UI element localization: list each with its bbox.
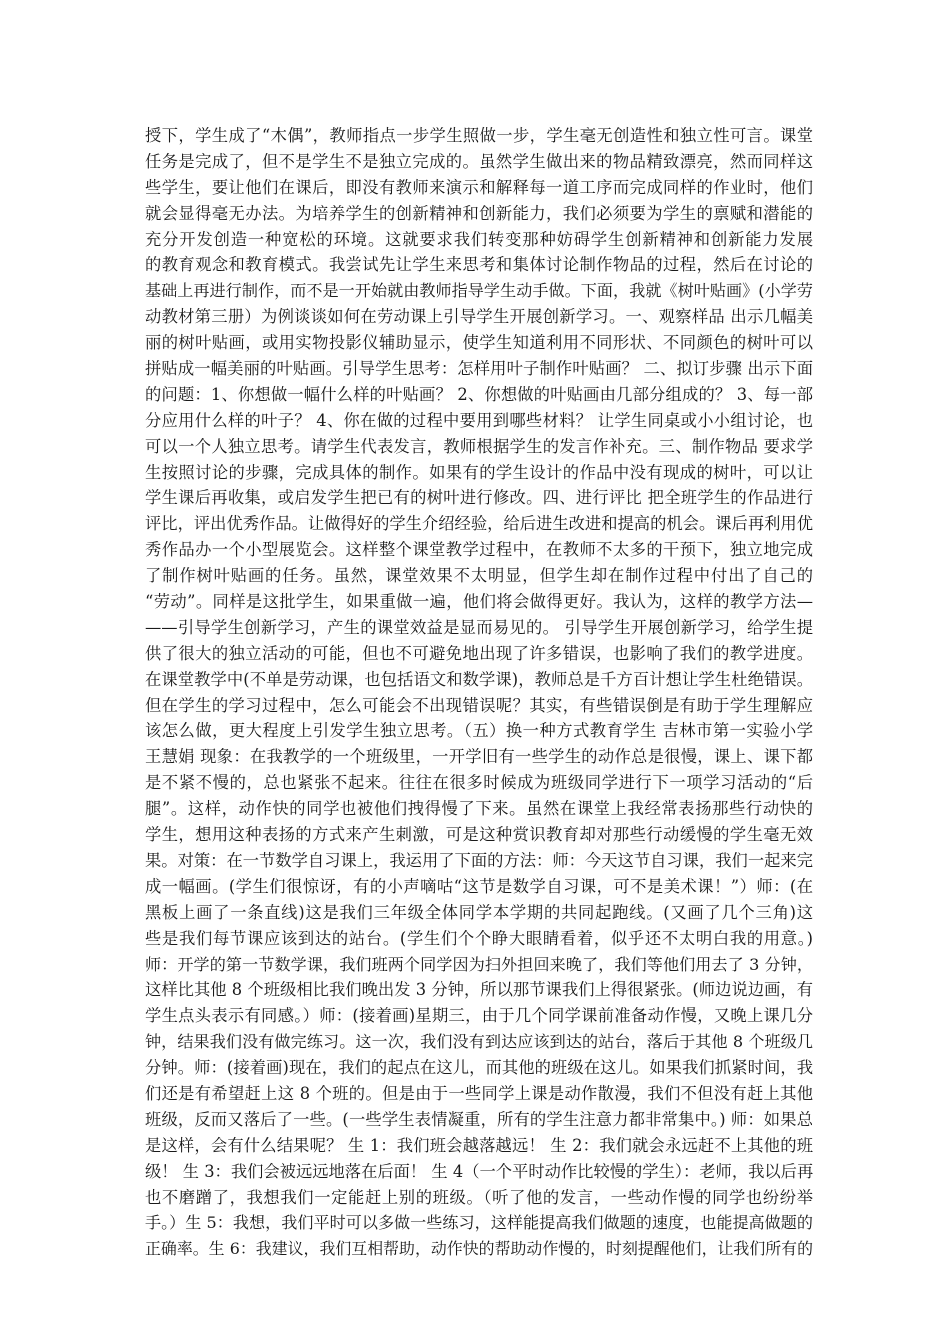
text-line: 腿”。这样，动作快的同学也被他们拽得慢了下来。虽然在课堂上我经常表扬那些行动快的 xyxy=(145,799,813,819)
text-line: 授下，学生成了“木偶”，教师指点一步学生照做一步，学生毫无创造性和独立性可言。课堂 xyxy=(145,126,813,145)
text-line: 的问题：1、你想做一幅什么样的叶贴画？ 2、你想做的叶贴画由几部分组成的？ 3、每一部 xyxy=(145,384,813,404)
text-line: 些是我们每节课应该到达的站台。(学生们个个睁大眼睛看着，似乎还不太明白我的用意。) xyxy=(145,928,813,948)
text-line: 成一幅画。(学生们很惊讶，有的小声嘀咕“这节是数学自习课，可不是美术课！”）师：(在 xyxy=(145,876,813,896)
body-text xyxy=(145,123,813,1262)
text-line: 也不磨蹭了，我想我们一定能赶上别的班级。（听了他的发言，一些动作慢的同学也纷纷举 xyxy=(145,1187,813,1207)
text-line: 分应用什么样的叶子？ 4、你在做的过程中要用到哪些材料？ 让学生同桌或小小组讨论，也 xyxy=(145,410,813,430)
text-line: 任务是完成了，但不是学生不是独立完成的。虽然学生做出来的物品精致漂亮，然而同样这 xyxy=(145,151,813,171)
text-line: 在课堂教学中(不单是劳动课，也包括语文和数学课)，教师总是千方百计想让学生杜绝错误。 xyxy=(145,669,813,689)
text-line: 基础上再进行制作，而不是一开始就由教师指导学生动手做。下面，我就《树叶贴画》(小学劳 xyxy=(145,281,813,301)
text-line: 动教材第三册）为例谈谈如何在劳动课上引导学生开展创新学习。一、观察样品 出示几幅美 xyxy=(145,307,813,327)
text-line: 秀作品办一个小型展览会。这样整个课堂教学过程中，在教师不太多的干预下，独立地完成 xyxy=(145,540,813,560)
text-line: 评比，评出优秀作品。让做得好的学生介绍经验，给后进生改进和提高的机会。课后再利用优 xyxy=(145,514,813,534)
text-line: 班级，反而又落后了一些。(一些学生表情凝重，所有的学生注意力都非常集中。) 师：如果总 xyxy=(145,1109,813,1129)
text-line: 学生，想用这种表扬的方式来产生刺激，可是这种赏识教育却对那些行动缓慢的学生毫无效 xyxy=(145,825,813,845)
text-line: 了制作树叶贴画的任务。虽然，课堂效果不太明显，但学生却在制作过程中付出了自己的 xyxy=(145,566,813,586)
text-line: ——引导学生创新学习，产生的课堂效益是显而易见的。 引导学生开展创新学习，给学生提 xyxy=(145,617,813,637)
text-line: 钟，结果我们没有做完练习。这一次，我们没有到达应该到达的站台，落后于其他 8 个班级几 xyxy=(145,1032,813,1052)
text-line: 供了很大的独立活动的可能，但也不可避免地出现了许多错误，也影响了我们的教学进度。 xyxy=(145,643,813,663)
text-line: 正确率。生 6：我建议，我们互相帮助，动作快的帮助动作慢的，时刻提醒他们，让我们所有的 xyxy=(145,1239,813,1259)
text-line: 手。）生 5：我想，我们平时可以多做一些练习，这样能提高我们做题的速度，也能提高做题的 xyxy=(145,1213,813,1233)
text-line: 这样比其他 8 个班级相比我们晚出发 3 分钟，所以那节课我们上得很紧张。(师边说边画，有 xyxy=(145,980,813,1000)
text-line: 学生课后再收集，或启发学生把已有的树叶进行修改。四、进行评比 把全班学生的作品进行 xyxy=(145,488,813,508)
text-line: 的教育观念和教育模式。我尝试先让学生来思考和集体讨论制作物品的过程，然后在讨论的 xyxy=(145,255,813,275)
text-line: 就会显得毫无办法。为培养学生的创新精神和创新能力，我们必须要为学生的禀赋和潜能的 xyxy=(145,203,813,223)
text-line: 们还是有希望赶上这 8 个班的。但是由于一些同学上课是动作散漫，我们不但没有赶上其他 xyxy=(145,1083,813,1103)
text-line: 级！ 生 3：我们会被远远地落在后面！ 生 4（一个平时动作比较慢的学生）：老师，我以后再 xyxy=(145,1161,813,1181)
text-line: 王慧娟 现象：在我教学的一个班级里，一开学旧有一些学生的动作总是很慢，课上、课下都 xyxy=(145,747,813,767)
text-line: 是这样，会有什么结果呢？ 生 1：我们班会越落越远！ 生 2：我们就会永远赶不上其他的班 xyxy=(145,1135,813,1155)
text-line: 果。对策：在一节数学自习课上，我运用了下面的方法：师：今天这节自习课，我们一起来完 xyxy=(145,850,813,870)
text-line: 是不紧不慢的，总也紧张不起来。往往在很多时候成为班级同学进行下一项学习活动的“后 xyxy=(145,773,813,793)
text-line: 生按照讨论的步骤，完成具体的制作。如果有的学生设计的作品中没有现成的树叶，可以让 xyxy=(145,462,813,482)
text-line: 可以一个人独立思考。请学生代表发言，教师根据学生的发言作补充。三、制作物品 要求学 xyxy=(145,436,813,456)
text-line: 拼贴成一幅美丽的叶贴画。引导学生思考：怎样用叶子制作叶贴画？ 二、拟订步骤 出示下面 xyxy=(145,359,813,379)
text-line: 丽的树叶贴画，或用实物投影仪辅助显示，使学生知道利用不同形状、不同颜色的树叶可以 xyxy=(145,333,813,353)
text-line: 学生点头表示有同感。）师：(接着画)星期三，由于几个同学课前准备动作慢，又晚上课几分 xyxy=(145,1006,813,1026)
text-line: 该怎么做，更大程度上引发学生独立思考。（五）换一种方式教育学生 吉林市第一实验小学 xyxy=(145,721,813,741)
text-line: “劳动”。同样是这批学生，如果重做一遍，他们将会做得更好。我认为，这样的教学方法— xyxy=(145,592,813,612)
text-line: 些学生，要让他们在课后，即没有教师来演示和解释每一道工序而完成同样的作业时，他们 xyxy=(145,177,813,197)
text-line: 师：开学的第一节数学课，我们班两个同学因为扫外担回来晚了，我们等他们用去了 3 分钟， xyxy=(145,954,813,974)
text-line: 分钟。师：(接着画)现在，我们的起点在这儿，而其他的班级在这儿。如果我们抓紧时间，我 xyxy=(145,1058,813,1078)
text-line: 充分开发创造一种宽松的环境。这就要求我们转变那种妨碍学生创新精神和创新能力发展 xyxy=(145,229,813,249)
text-line: 但在学生的学习过程中，怎么可能会不出现错误呢？其实，有些错误倒是有助于学生理解应 xyxy=(145,695,813,715)
text-line: 黑板上画了一条直线)这是我们三年级全体同学本学期的共同起跑线。(又画了几个三角)这 xyxy=(145,902,813,922)
